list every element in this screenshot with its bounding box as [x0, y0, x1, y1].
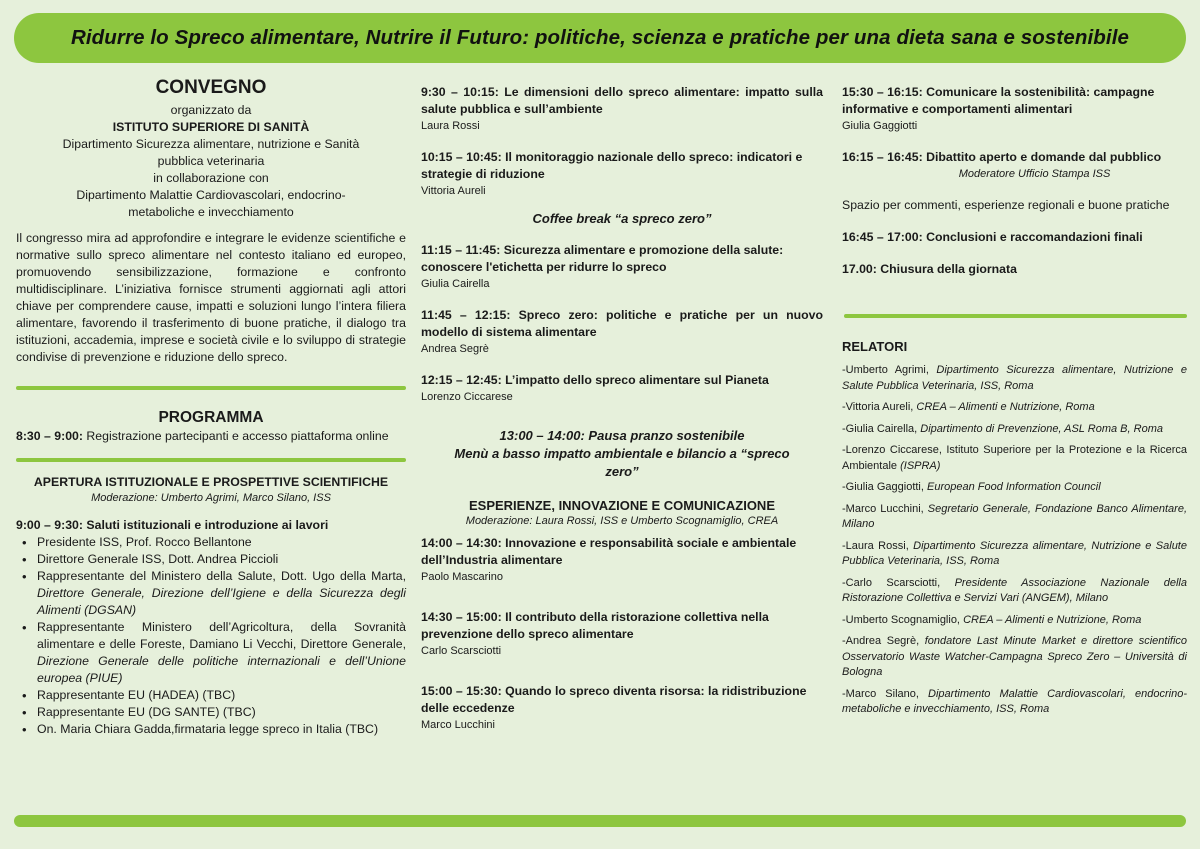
session-title: 15:00 – 15:30: Quando lo spreco diventa risorsa: la ridistribuzione delle eccedenze: [421, 684, 807, 715]
list-item: [842, 634, 1187, 681]
column-middle: [421, 84, 823, 748]
session-speaker: Marco Lucchini: [421, 719, 495, 731]
spazio-commenti: Spazio per commenti, esperienze regionali e buone pratiche: [842, 198, 1170, 212]
session-speaker: Giulia Cairella: [421, 278, 490, 290]
speaker-name: -Marco Lucchini,: [842, 502, 928, 515]
registration-item: [16, 428, 406, 445]
session-title: 16:15 – 16:45: Dibattito aperto e domande dal pubblico: [842, 150, 1162, 164]
speaker-name: -Laura Rossi,: [842, 539, 914, 552]
session-item: [421, 372, 823, 405]
list-item-italic: Direzione Generale delle politiche internazionali e dell’Unione europea (PIUE): [37, 654, 406, 685]
session-item: [421, 609, 823, 659]
session-item: [421, 242, 823, 292]
list-item: [16, 619, 406, 687]
speaker-name: -Giulia Gaggiotti,: [842, 481, 927, 493]
list-item: • On. Maria Chiara Gadda,firmataria legge spreco in Italia (TBC): [16, 721, 406, 738]
conclusioni: 16:45 – 17:00: Conclusioni e raccomandazioni finali: [842, 230, 1143, 244]
list-item: [842, 480, 1187, 496]
session-speaker: Andrea Segrè: [421, 343, 489, 355]
session-title: 11:15 – 11:45: Sicurezza alimentare e promozione della salute: conoscere l'etichetta per ridurre lo spreco: [421, 243, 784, 274]
list-item: [842, 502, 1187, 533]
session-title: 15:30 – 16:15: Comunicare la sostenibilità: campagne informative e comportamenti alimentari: [842, 85, 1155, 116]
saluti-title: 9:00 – 9:30: Saluti istituzionali e introduzione ai lavori: [16, 518, 329, 532]
lunch-menu: Menù a basso impatto ambientale e bilancio a “spreco zero”: [454, 446, 790, 479]
session-item: [421, 535, 823, 585]
list-item: [16, 568, 406, 619]
speaker-affiliation: Dipartimento Sicurezza alimentare, Nutrizione e Salute Pubblica Veterinaria, ISS, Roma: [842, 364, 1187, 392]
title-banner: [14, 13, 1186, 63]
registration-time: 8:30 – 9:00:: [16, 429, 83, 443]
speaker-affiliation: Presidente Associazione Nazionale della Ristorazione Collettiva e Servizi Vari (ANGEM), Milano: [842, 576, 1187, 604]
speaker-name: -Lorenzo Ciccarese, Istituto Superiore per la Protezione e la Ricerca Ambientale: [842, 444, 1187, 472]
session-speaker: Vittoria Aureli: [421, 185, 486, 197]
divider: [16, 458, 406, 462]
apertura-title: APERTURA ISTITUZIONALE E PROSPETTIVE SCIENTIFICHE: [33, 475, 389, 489]
session-speaker: Paolo Mascarino: [421, 571, 503, 583]
list-item: [842, 400, 1187, 416]
list-item: [842, 613, 1187, 629]
speaker-name: -Umberto Scognamiglio,: [842, 613, 964, 626]
lunch-break: [421, 427, 823, 481]
session-title: 14:30 – 15:00: Il contributo della ristorazione collettiva nella prevenzione dello spreco alimentare: [421, 610, 769, 641]
session-item: [421, 307, 823, 357]
speaker-affiliation: fondatore Last Minute Market e direttore scientifico Osservatorio Waste Watcher-Campagna Spreco Zero – Università di Bologna: [842, 635, 1188, 678]
speaker-affiliation: (ISPRA): [900, 459, 941, 472]
page-title: Ridurre lo Spreco alimentare, Nutrire il Futuro: politiche, scienza e pratiche per una dieta sana e sostenibile: [70, 26, 1129, 49]
list-item: [842, 443, 1187, 474]
column-right: [842, 84, 1187, 724]
session-item: [421, 683, 823, 733]
session-title: 10:15 – 10:45: Il monitoraggio nazionale dello spreco: indicatori e strategie di riduzione: [421, 150, 803, 181]
speaker-affiliation: Segretario Generale, Fondazione Banco Alimentare, Milano: [842, 502, 1187, 530]
convegno-block: [16, 76, 406, 221]
speaker-name: -Umberto Agrimi,: [842, 364, 937, 376]
list-item: [842, 687, 1187, 718]
list-item: [842, 576, 1187, 607]
speaker-affiliation: Dipartimento di Prevenzione, ASL Roma B, Roma: [920, 422, 1163, 435]
speaker-name: -Giulia Cairella,: [842, 422, 921, 435]
speaker-affiliation: Dipartimento Malattie Cardiovascolari, endocrino-metaboliche e invecchiamento, ISS, Roma: [842, 687, 1187, 715]
convegno-title: CONVEGNO: [155, 77, 267, 98]
lunch-title: 13:00 – 14:00: Pausa pranzo sostenibile: [499, 428, 745, 443]
department-name: Dipartimento Sicurezza alimentare, nutrizione e Sanità pubblica veterinaria: [62, 137, 360, 168]
divider: [16, 386, 406, 390]
session-item: [421, 84, 823, 134]
speaker-name: -Andrea Segrè,: [842, 635, 925, 647]
speaker-name: -Marco Silano,: [842, 687, 929, 700]
list-item: • Direttore Generale ISS, Dott. Andrea Piccioli: [16, 551, 406, 568]
speaker-name: -Vittoria Aureli,: [842, 401, 917, 413]
list-item: • Rappresentante EU (HADEA) (TBC): [16, 687, 406, 704]
institute-name: ISTITUTO SUPERIORE DI SANITÀ: [112, 120, 310, 134]
session-speaker: Carlo Scarsciotti: [421, 645, 502, 657]
list-item: [842, 363, 1187, 394]
session-speaker: Laura Rossi: [421, 120, 480, 132]
coffee-break: Coffee break “a spreco zero”: [532, 211, 712, 226]
bottom-bar: [14, 815, 1186, 827]
collab-label: in collaborazione con: [153, 171, 269, 185]
department2-name: Dipartimento Malattie Cardiovascolari, endocrino-metaboliche e invecchiamento: [76, 188, 346, 219]
speaker-affiliation: Dipartimento Sicurezza alimentare, Nutrizione e Salute Pubblica Veterinaria, ISS, Roma: [842, 539, 1187, 567]
relatori-list: [842, 363, 1187, 718]
apertura-moderation: Moderazione: Umberto Agrimi, Marco Silano, ISS: [91, 492, 331, 504]
session-moderator: Moderatore Ufficio Stampa ISS: [958, 168, 1111, 180]
organized-by: organizzato da: [170, 103, 252, 117]
saluti-list: [16, 534, 406, 738]
convegno-description: Il congresso mira ad approfondire e integrare le evidenze scientifiche e normative sullo spreco alimentare nel contesto italiano ed europeo, promuovendo sensibilizzazione, formazione e confronto multidisciplinare. L’iniziativa fornisce strumenti aggiornati agli attori chiave per comprendere cause, impatti e soluzioni lungo l’intera filiera alimentare, favorendo il trasferimento di buone pratiche, il dialogo tra istituzioni, accademia, imprese e società civile e lo sviluppo di strategie condivise di prevenzione e riduzione dello spreco.: [16, 231, 406, 364]
session-item: [842, 149, 1187, 182]
registration-text: Registrazione partecipanti e accesso piattaforma online: [83, 429, 389, 443]
session-title: 14:00 – 14:30: Innovazione e responsabilità sociale e ambientale dell’Industria alimentare: [421, 536, 797, 567]
session-title: 11:45 – 12:15: Spreco zero: politiche e pratiche per un nuovo modello di sistema alimentare: [421, 308, 823, 339]
list-item: [842, 539, 1187, 570]
list-item: • Presidente ISS, Prof. Rocco Bellantone: [16, 534, 406, 551]
session-speaker: Lorenzo Ciccarese: [421, 391, 513, 403]
esperienze-moderation: Moderazione: Laura Rossi, ISS e Umberto Scognamiglio, CREA: [465, 515, 779, 527]
list-item: [842, 422, 1187, 438]
speaker-affiliation: CREA – Alimenti e Nutrizione, Roma: [963, 613, 1142, 626]
speaker-affiliation: CREA – Alimenti e Nutrizione, Roma: [916, 401, 1095, 413]
list-item-italic: Direttore Generale, Direzione dell’Igiene e della Sicurezza degli Alimenti (DGSAN): [37, 586, 406, 617]
session-item: [421, 149, 823, 199]
session-speaker: Giulia Gaggiotti: [842, 120, 918, 132]
relatori-title: RELATORI: [842, 339, 908, 354]
speaker-name: -Carlo Scarsciotti,: [842, 576, 955, 589]
esperienze-title: ESPERIENZE, INNOVAZIONE E COMUNICAZIONE: [468, 498, 775, 513]
list-item: • Rappresentante EU (DG SANTE) (TBC): [16, 704, 406, 721]
session-item: [842, 84, 1187, 134]
speaker-affiliation: European Food Information Council: [926, 481, 1101, 493]
list-item-text: Rappresentante Ministero dell’Agricoltura, della Sovranità alimentare e delle Foreste, Damiano Li Vecchi, Direttore Generale,: [37, 620, 406, 651]
divider: [844, 314, 1187, 318]
programma-title: PROGRAMMA: [158, 409, 264, 426]
session-title: 12:15 – 12:45: L’impatto dello spreco alimentare sul Pianeta: [421, 373, 769, 387]
column-left: [16, 76, 406, 738]
list-item-text: Rappresentante del Ministero della Salute, Dott. Ugo della Marta,: [37, 569, 406, 583]
session-title: 9:30 – 10:15: Le dimensioni dello spreco alimentare: impatto sulla salute pubblica e sull’ambiente: [421, 85, 823, 116]
chiusura: 17.00: Chiusura della giornata: [842, 262, 1017, 276]
